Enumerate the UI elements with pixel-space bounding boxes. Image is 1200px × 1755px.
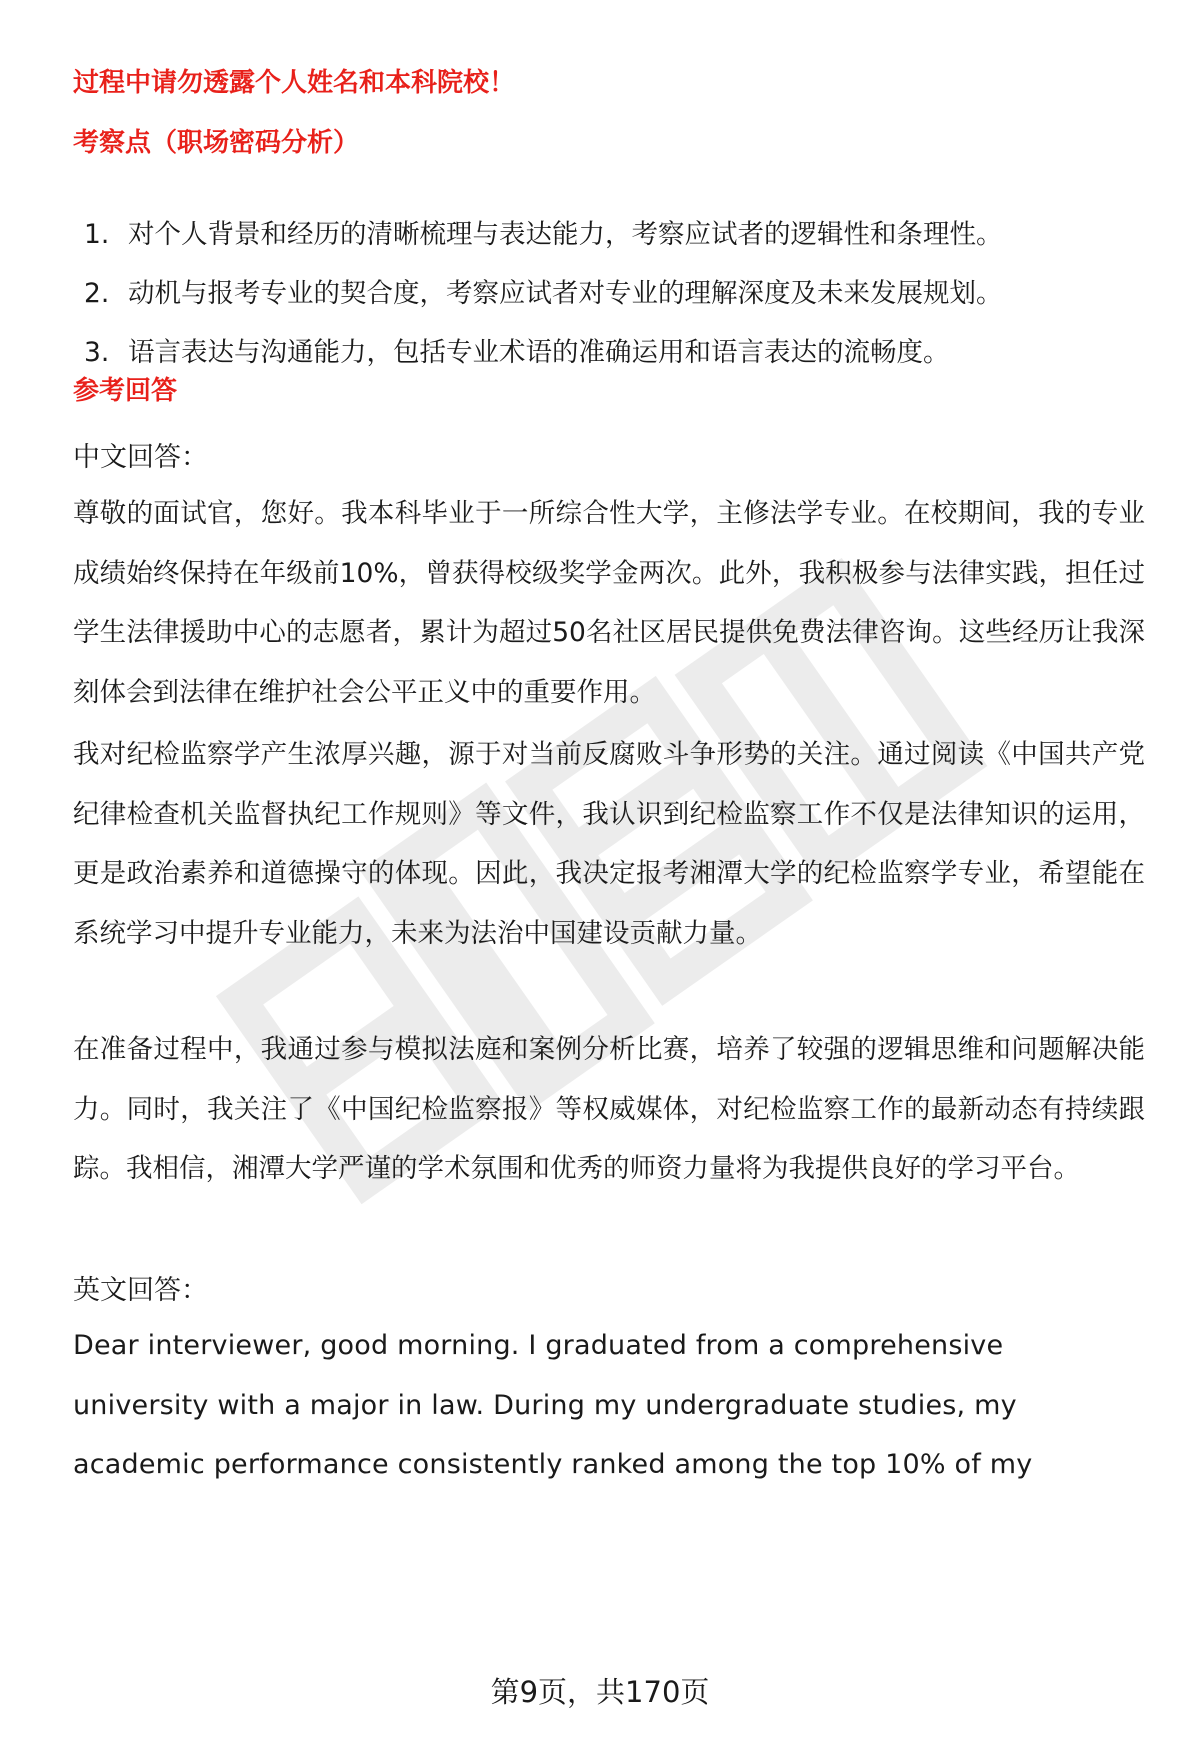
page-number-footer: 第9页，共170页 [490,1675,710,1709]
exam-points-list [84,205,1164,382]
list-item [84,205,1164,264]
list-item-number: 1. [84,219,110,250]
english-answer-label: 英文回答： [73,1275,208,1306]
chinese-paragraph-3: 在准备过程中，我通过参与模拟法庭和案例分析比赛，培养了较强的逻辑思维和问题解决能力。同时，我关注了《中国纪检监察报》等权威媒体，对纪检监察工作的最新动态有持续跟踪。我相信，湘潭大学严谨的学术氛围和优秀的师资力量将为我提供良好的学习平台。 [73,1034,1145,1184]
list-item-number: 3. [84,337,110,368]
reference-answer-title: 参考回答 [73,376,178,406]
list-item-text: 对个人背景和经历的清晰梳理与表达能力，考察应试者的逻辑性和条理性。 [128,219,1003,250]
privacy-warning: 过程中请勿透露个人姓名和本科院校！ [73,68,516,98]
english-paragraph: Dear interviewer, good morning. I graduated from a comprehensive university with a major in law. During my undergraduate studies, my academic performance consistently ranked among the top 10% of my [73,1330,1033,1480]
list-item [84,323,1164,382]
chinese-paragraph-2: 我对纪检监察学产生浓厚兴趣，源于对当前反腐败斗争形势的关注。通过阅读《中国共产党纪律检查机关监督执纪工作规则》等文件，我认识到纪检监察工作不仅是法律知识的运用，更是政治素养和道德操守的体现。因此，我决定报考湘潭大学的纪检监察学专业，希望能在系统学习中提升专业能力，未来为法治中国建设贡献力量。 [73,739,1145,949]
list-item-number: 2. [84,278,110,309]
list-item [84,264,1164,323]
exam-points-title: 考察点（职场密码分析） [73,128,360,158]
chinese-answer-label: 中文回答： [73,442,208,473]
list-item-text: 语言表达与沟通能力，包括专业术语的准确运用和语言表达的流畅度。 [128,337,950,368]
chinese-paragraph-1: 尊敬的面试官，您好。我本科毕业于一所综合性大学，主修法学专业。在校期间，我的专业成绩始终保持在年级前10%，曾获得校级奖学金两次。此外，我积极参与法律实践，担任过学生法律援助中心的志愿者，累计为超过50名社区居民提供免费法律咨询。这些经历让我深刻体会到法律在维护社会公平正义中的重要作用。 [73,498,1145,708]
list-item-text: 动机与报考专业的契合度，考察应试者对专业的理解深度及未来发展规划。 [128,278,1003,309]
